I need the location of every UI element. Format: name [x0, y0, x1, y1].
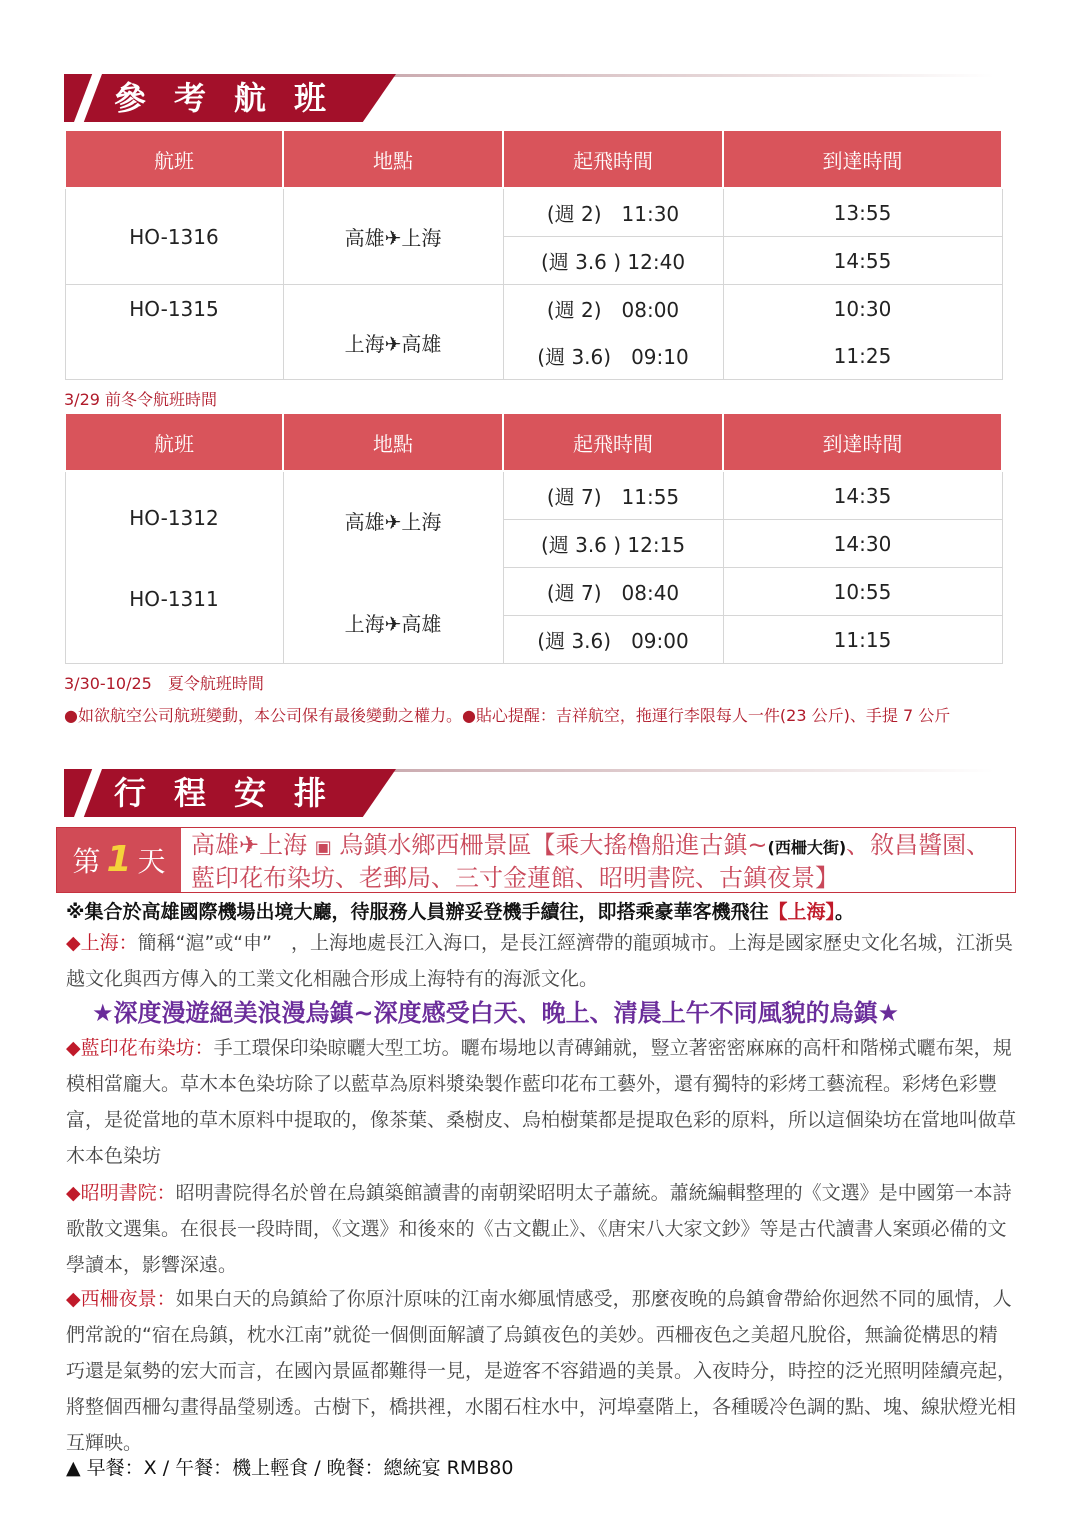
day-title: 高雄✈上海 ▣ 烏鎮水鄉西柵景區【乘大搖櫓船進古鎮~(西柵大街)、敘昌醬園、藍印花布染坊、老郵局、三寸金蓮館、昭明書院、古鎮夜景】 [191, 831, 991, 892]
depart-time: (週 3.6) 09:10 [503, 332, 723, 380]
meals-line: ▲ 早餐：X / 午餐：機上輕食 / 晚餐：總統宴 RMB80 [66, 1457, 514, 1479]
highlight-line: ★深度漫遊絕美浪漫烏鎮~深度感受白天、晚上、清晨上午不同風貌的烏鎮★ [92, 999, 900, 1027]
winter-flights-table [64, 129, 1003, 380]
flight-number: HO-1312 [129, 506, 219, 530]
arrive-time: 14:55 [723, 237, 1002, 285]
table-row [65, 285, 1002, 333]
col-header-depart: 起飛時間 [503, 130, 723, 188]
arrive-time: 11:15 [723, 616, 1002, 664]
depart-time: (週 2) 08:00 [503, 285, 723, 333]
arrive-time: 14:35 [723, 471, 1002, 520]
depart-time: (週 7) 08:40 [503, 568, 723, 616]
banner-rule [364, 769, 994, 772]
col-header-flight: 航班 [65, 130, 283, 188]
flight-route: 高雄✈上海 [344, 510, 442, 534]
dye-workshop-key: ◆藍印花布染坊： [66, 1037, 214, 1059]
summer-note: 3/30-10/25 夏令航班時間 [64, 674, 264, 693]
flight-route: 上海✈高雄 [344, 612, 442, 636]
col-header-route: 地點 [283, 413, 503, 471]
summer-flights-table [64, 412, 1003, 664]
table-header-row [65, 130, 1002, 188]
shanghai-paragraph: ◆上海：簡稱“滬”或“申” ，上海地處長江入海口，是長江經濟帶的龍頭城市。上海是國家歷史文化名城，江浙吳越文化與西方傳入的工業文化相融合形成上海特有的海派文化。 [66, 932, 1014, 990]
flight-numbers [65, 471, 283, 664]
flight-number: HO-1311 [129, 587, 219, 611]
col-header-depart: 起飛時間 [503, 413, 723, 471]
night-scene-key: ◆西柵夜景： [66, 1288, 176, 1310]
table-row [65, 471, 1002, 520]
flight-number: HO-1315 [65, 285, 283, 380]
day-label: 第 1 天 [57, 828, 181, 892]
academy-key: ◆昭明書院： [66, 1182, 176, 1204]
section-banner-flights [64, 72, 994, 124]
flight-number: HO-1316 [65, 188, 283, 285]
flight-remark: ●如欲航空公司航班變動，本公司保有最後變動之權力。●貼心提醒：吉祥航空，拖運行李限每人一件(23 公斤)、手提 7 公斤 [64, 706, 951, 725]
depart-time: (週 3.6 ) 12:15 [503, 520, 723, 568]
depart-time: (週 2) 11:30 [503, 188, 723, 237]
arrive-time: 13:55 [723, 188, 1002, 237]
flight-route: 上海✈高雄 [283, 285, 503, 380]
depart-time: (週 3.6 ) 12:40 [503, 237, 723, 285]
arrive-time: 14:30 [723, 520, 1002, 568]
banner-rule [364, 74, 994, 77]
depart-time: (週 7) 11:55 [503, 471, 723, 520]
section-banner-itinerary [64, 767, 994, 819]
day-number: 1 [106, 839, 132, 880]
dye-workshop-paragraph: ◆藍印花布染坊：手工環保印染晾曬大型工坊。曬布場地以青磚鋪就，豎立著密密麻麻的高杆和階梯式曬布架，規模相當龐大。草木本色染坊除了以藍草為原料漿染製作藍印花布工藝外，還有獨特的彩烤工藝流程。彩烤色彩豐富，是從當地的草木原料中提取的，像茶葉、桑樹皮、烏柏樹葉都是提取色彩的原料，所以這個染坊在當地叫做草木本色染坊 [66, 1037, 1017, 1167]
table-header-row [65, 413, 1002, 471]
bus-icon: ▣ [314, 837, 332, 858]
table-row [65, 188, 1002, 237]
flight-routes [283, 471, 503, 664]
section-title: 參考航班 [114, 79, 355, 117]
arrive-time: 10:30 [723, 285, 1002, 333]
col-header-arrive: 到達時間 [723, 130, 1002, 188]
shanghai-key: ◆上海： [66, 932, 138, 954]
arrive-time: 10:55 [723, 568, 1002, 616]
intro-text: ※集合於高雄國際機場出境大廳，待服務人員辦妥登機手續往，即搭乘豪華客機飛往【上海】。 [66, 901, 855, 923]
col-header-route: 地點 [283, 130, 503, 188]
depart-time: (週 3.6) 09:00 [503, 616, 723, 664]
day-header [56, 827, 1016, 893]
winter-note: 3/29 前冬令航班時間 [64, 390, 218, 409]
section-title: 行程安排 [114, 774, 355, 812]
arrive-time: 11:25 [723, 332, 1002, 380]
col-header-flight: 航班 [65, 413, 283, 471]
night-scene-paragraph: ◆西柵夜景：如果白天的烏鎮給了你原汁原味的江南水鄉風情感受，那麼夜晚的烏鎮會帶給你迥然不同的風情，人們常說的“宿在烏鎮，枕水江南”就從一個側面解讀了烏鎮夜色的美妙。西柵夜色之美超凡脫俗，無論從構思的精巧還是氣勢的宏大而言，在國內景區都難得一見，是遊客不容錯過的美景。入夜時分，時控的泛光照明陸續亮起，將整個西柵勾畫得晶瑩剔透。古樹下，橋拱裡，水閣石柱水中，河埠臺階上，各種暖冷色調的點、塊、線狀燈光相互輝映。 [66, 1288, 1017, 1454]
flight-route: 高雄✈上海 [283, 188, 503, 285]
col-header-arrive: 到達時間 [723, 413, 1002, 471]
academy-paragraph: ◆昭明書院：昭明書院得名於曾在烏鎮築館讀書的南朝梁昭明太子蕭統。蕭統編輯整理的《文選》是中國第一本詩歌散文選集。在很長一段時間，《文選》和後來的《古文觀止》、《唐宋八大家文鈔》等是古代讀書人案頭必備的文學讀本，影響深遠。 [66, 1182, 1012, 1276]
